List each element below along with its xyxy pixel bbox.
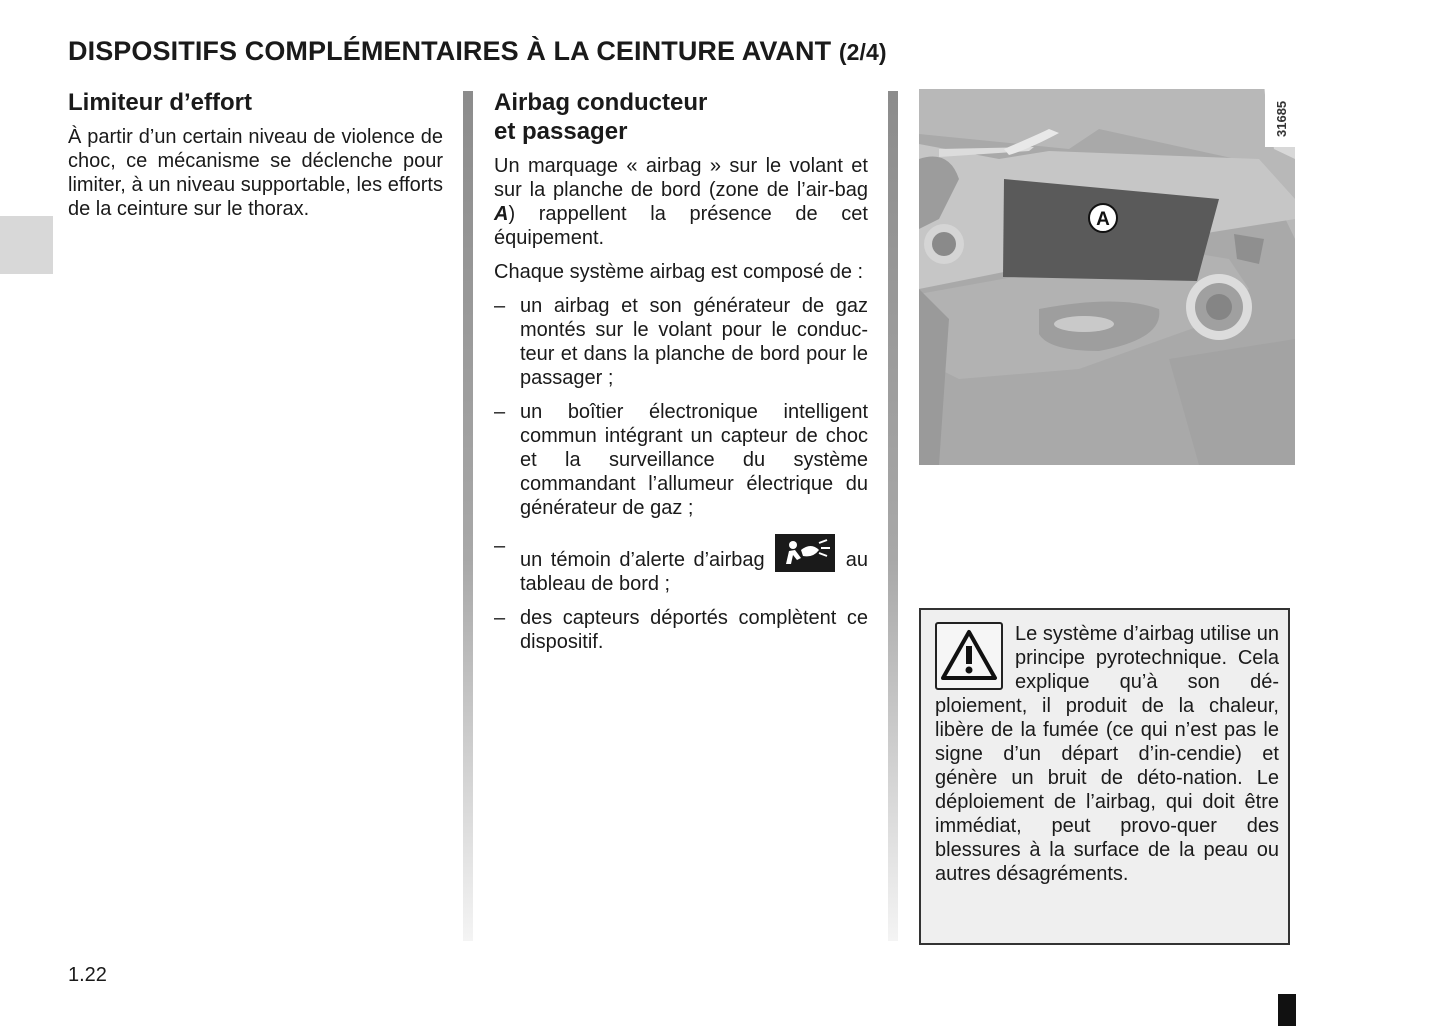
- notice-text: Le système d’airbag utilise un principe pyrotechnique. Cela explique qu’à son dé-ploiement, il produit de la chaleur, libère de la fumée (ce qui n’est pas le signe d’un départ d’in-cendie) et génère un bruit de déto-nation. Le déploiement de l’airbag, qui doit être immédiat, peut provo-quer des blessures à la surface de la peau ou autres désagréments.: [935, 623, 1279, 885]
- airbag-component-list: [494, 294, 868, 654]
- page-number: 1.22: [68, 964, 107, 986]
- column-separator: [888, 91, 898, 941]
- list-item: [494, 400, 868, 520]
- limiter-text-block: [68, 125, 443, 221]
- limiter-paragraph: À partir d’un certain niveau de violence de choc, ce mécanisme se déclenche pour limiter, à un niveau supportable, les efforts de la ceinture sur le thorax.: [68, 126, 443, 220]
- list-dash: –: [494, 607, 506, 629]
- pyrotechnic-warning-box: [919, 608, 1290, 945]
- title-text: DISPOSITIFS COMPLÉMENTAIRES À LA CEINTURE AVANT: [68, 36, 832, 66]
- airbag-heading-line1: Airbag conducteur: [494, 89, 708, 116]
- limiter-section: [68, 88, 443, 231]
- figure-number: 31685: [1274, 100, 1289, 137]
- airbag-paragraph-1: [494, 154, 868, 250]
- warning-triangle-icon: [935, 622, 1003, 690]
- list-dash: –: [494, 535, 506, 557]
- page-title: [68, 36, 887, 67]
- list-item-text: un boîtier électronique intelligent commun intégrant un capteur de choc et la surveillance du système commandant l’allumeur électrique du générateur de gaz ;: [520, 401, 868, 519]
- list-item-text: des capteurs déportés complètent ce dispositif.: [520, 607, 868, 653]
- p1-after: ) rappellent la présence de cet équipement.: [494, 203, 868, 249]
- notice-text-block: [935, 622, 1279, 886]
- zone-a-label: A: [1096, 209, 1110, 230]
- airbag-heading: [494, 88, 868, 146]
- airbag-warning-icon: [775, 534, 835, 572]
- limiter-heading: Limiteur d’effort: [68, 89, 252, 116]
- airbag-paragraph-2: Chaque système airbag est composé de :: [494, 261, 864, 283]
- list-dash: –: [494, 295, 506, 317]
- list-dash: –: [494, 401, 506, 423]
- list-item: [494, 534, 868, 596]
- list-item-text-end: au tableau de bord ;: [520, 549, 868, 595]
- chapter-tab: [0, 216, 53, 274]
- airbag-section: [494, 88, 868, 664]
- page-edge-marker: [1278, 994, 1296, 1026]
- title-part: (2/4): [838, 39, 887, 65]
- list-item-text: un témoin d’alerte d’airbag: [520, 549, 765, 571]
- airbag-text-block: [494, 154, 868, 654]
- p1-before: Un marquage « airbag » sur le volant et sur la planche de bord (zone de l’air-bag: [494, 155, 868, 201]
- dashboard-illustration: [919, 89, 1295, 465]
- airbag-heading-line2: et passager: [494, 118, 628, 145]
- list-item-text: un airbag et son générateur de gaz montés sur le volant pour le conduc-teur et dans la planche de bord pour le passager ;: [520, 295, 868, 389]
- list-item: [494, 606, 868, 654]
- column-separator: [463, 91, 473, 941]
- list-item: [494, 294, 868, 390]
- zone-ref: A: [494, 203, 509, 225]
